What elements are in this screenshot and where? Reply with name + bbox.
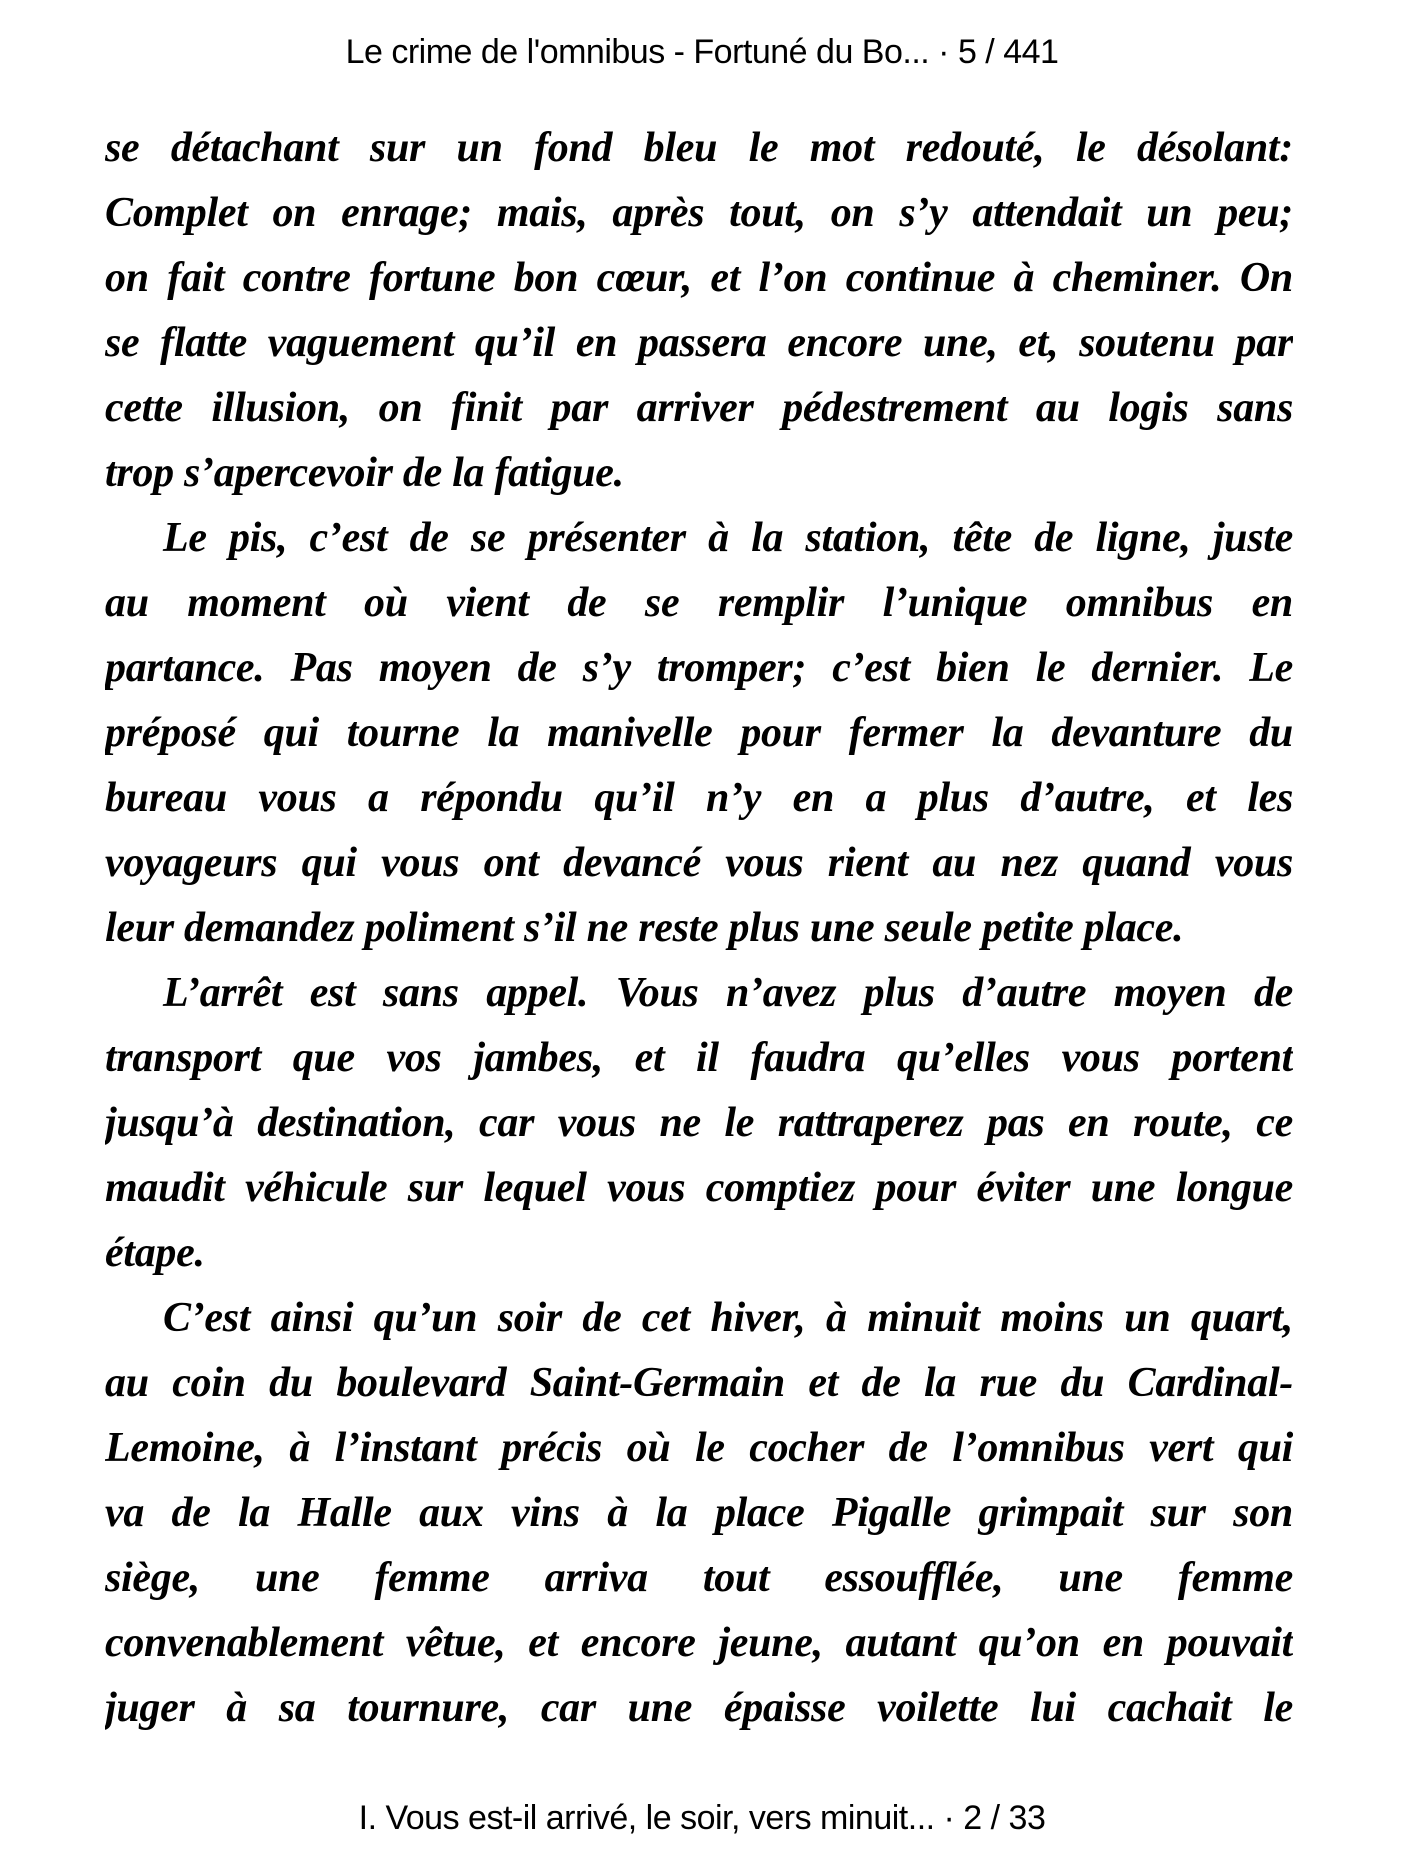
- text-line: bureau vous a répondu qu’il n’y en a plus d’autre, et les: [105, 775, 1293, 821]
- text-line: Lemoine, à l’instant précis où le cocher de l’omnibus vert qui: [105, 1425, 1293, 1471]
- text-line: au coin du boulevard Saint-Germain et de la rue du Cardinal-: [105, 1360, 1293, 1406]
- text-line: maudit véhicule sur lequel vous comptiez pour éviter une longue: [105, 1165, 1293, 1211]
- text-line: va de la Halle aux vins à la place Pigalle grimpait sur son: [105, 1490, 1293, 1536]
- text-line: siège, une femme arriva tout essoufflée, une femme: [105, 1555, 1293, 1601]
- book-title-progress: Le crime de l'omnibus - Fortuné du Bo... · 5 / 441: [345, 33, 1059, 71]
- text-line: se détachant sur un fond bleu le mot redouté, le désolant:: [105, 125, 1293, 171]
- chapter-title-progress: I. Vous est-il arrivé, le soir, vers minuit... · 2 / 33: [358, 1799, 1046, 1837]
- text-line: partance. Pas moyen de s’y tromper; c’est bien le dernier. Le: [105, 645, 1293, 691]
- text-line: étape.: [105, 1230, 205, 1276]
- text-line: on fait contre fortune bon cœur, et l’on continue à cheminer. On: [105, 255, 1293, 301]
- page-text: [105, 116, 1293, 1741]
- text-line: juger à sa tournure, car une épaisse voilette lui cachait le: [105, 1685, 1293, 1731]
- text-line: voyageurs qui vous ont devancé vous rient au nez quand vous: [105, 840, 1293, 886]
- text-line: cette illusion, on finit par arriver pédestrement au logis sans: [105, 385, 1293, 431]
- text-line: transport que vos jambes, et il faudra qu’elles vous portent: [105, 1035, 1293, 1081]
- text-line: Le pis, c’est de se présenter à la station, tête de ligne, juste: [163, 515, 1293, 561]
- text-line: au moment où vient de se remplir l’unique omnibus en: [105, 580, 1293, 626]
- text-line: jusqu’à destination, car vous ne le rattraperez pas en route, ce: [105, 1100, 1293, 1146]
- text-line: convenablement vêtue, et encore jeune, autant qu’on en pouvait: [105, 1620, 1293, 1666]
- text-line: C’est ainsi qu’un soir de cet hiver, à minuit moins un quart,: [163, 1295, 1293, 1341]
- text-line: Complet on enrage; mais, après tout, on s’y attendait un peu;: [105, 190, 1293, 236]
- text-line: préposé qui tourne la manivelle pour fermer la devanture du: [105, 710, 1293, 756]
- text-line: se flatte vaguement qu’il en passera encore une, et, soutenu par: [105, 320, 1293, 366]
- text-line: leur demandez poliment s’il ne reste plus une seule petite place.: [105, 905, 1184, 951]
- text-line: trop s’apercevoir de la fatigue.: [105, 450, 624, 496]
- text-line: L’arrêt est sans appel. Vous n’avez plus d’autre moyen de: [163, 970, 1293, 1016]
